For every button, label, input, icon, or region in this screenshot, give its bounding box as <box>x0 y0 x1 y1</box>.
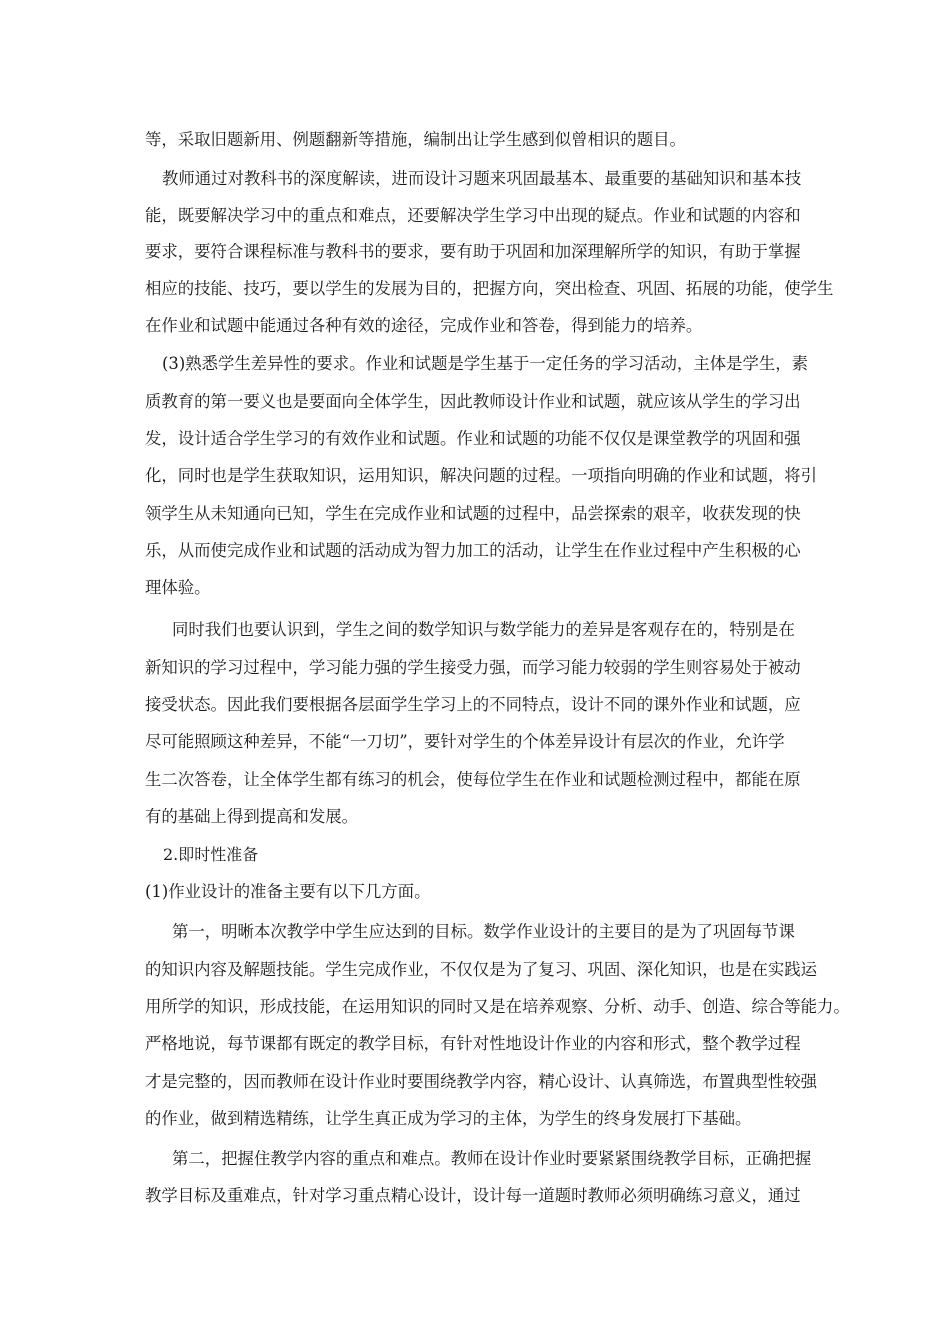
text-line: 能，既要解决学习中的重点和难点，还要解决学生学习中出现的疑点。作业和试题的内容和 <box>145 206 801 225</box>
text-line: 接受状态。因此我们要根据各层面学生学习上的不同特点，设计不同的课外作业和试题，应 <box>145 695 801 714</box>
text-line: 领学生从未知通向已知，学生在完成作业和试题的过程中，品尝探索的艰辛，收获发现的快 <box>145 504 801 523</box>
text-line: 发，设计适合学生学习的有效作业和试题。作业和试题的功能不仅仅是课堂教学的巩固和强 <box>145 429 801 448</box>
text-line: 严格地说，每节课都有既定的教学目标，有针对性地设计作业的内容和形式，整个教学过程 <box>145 1034 801 1053</box>
text-line: 教师通过对教科书的深度解读，进而设计习题来巩固最基本、最重要的基础知识和基本技 <box>162 169 802 188</box>
text-line: 化，同时也是学生获取知识，运用知识，解决问题的过程。一项指向明确的作业和试题，将引 <box>145 466 818 485</box>
text-line: (3)熟悉学生差异性的要求。作业和试题是学生基于一定任务的学习活动，主体是学生，素 <box>162 354 809 373</box>
text-line: 才是完整的，因而教师在设计作业时要围绕教学内容，精心设计、认真筛选，布置典型性较强 <box>145 1072 818 1091</box>
text-line: (1)作业设计的准备主要有以下几方面。 <box>145 882 431 901</box>
text-line: 第二，把握住教学内容的重点和难点。教师在设计作业时要紧紧围绕教学目标，正确把握 <box>172 1149 812 1168</box>
text-line: 乐，从而使完成作业和试题的活动成为智力加工的活动，让学生在作业过程中产生积极的心 <box>145 541 801 560</box>
text-line: 用所学的知识，形成技能，在运用知识的同时又是在培养观察、分析、动手、创造、综合等能力。 <box>145 997 850 1016</box>
text-line: 要求，要符合课程标准与教科书的要求，要有助于巩固和加深理解所学的知识，有助于掌握 <box>145 242 801 261</box>
text-line: 新知识的学习过程中，学习能力强的学生接受力强，而学习能力较弱的学生则容易处于被动 <box>145 658 801 677</box>
text-line: 同时我们也要认识到，学生之间的数学知识与数学能力的差异是客观存在的，特别是在 <box>172 620 795 639</box>
heading-text: 2.即时性准备 <box>163 845 259 864</box>
text-line: 尽可能照顾这种差异，不能“一刀切”，要针对学生的个体差异设计有层次的作业，允许学 <box>145 732 785 751</box>
text-line: 等，采取旧题新用、例题翻新等措施，编制出让学生感到似曾相识的题目。 <box>145 130 686 149</box>
text-line: 生二次答卷，让全体学生都有练习的机会，使每位学生在作业和试题检测过程中，都能在原 <box>145 770 801 789</box>
text-line: 教学目标及重难点，针对学习重点精心设计，设计每一道题时教师必须明确练习意义，通过 <box>145 1186 801 1205</box>
text-line: 相应的技能、技巧，要以学生的发展为目的，把握方向，突出检查、巩固、拓展的功能，使学生 <box>145 279 834 298</box>
text-line: 的作业，做到精选精练，让学生真正成为学习的主体，为学生的终身发展打下基础。 <box>145 1109 752 1128</box>
text-line: 在作业和试题中能通过各种有效的途径，完成作业和答卷，得到能力的培养。 <box>145 316 703 335</box>
text-line: 第一，明晰本次教学中学生应达到的目标。数学作业设计的主要目的是为了巩固每节课 <box>172 922 795 941</box>
text-line: 的知识内容及解题技能。学生完成作业，不仅仅是为了复习、巩固、深化知识，也是在实践运 <box>145 960 818 979</box>
text-line: 有的基础上得到提高和发展。 <box>145 807 359 826</box>
text-line: 理体验。 <box>145 578 211 597</box>
text-line: 质教育的第一要义也是要面向全体学生，因此教师设计作业和试题，就应该从学生的学习出 <box>145 392 801 411</box>
